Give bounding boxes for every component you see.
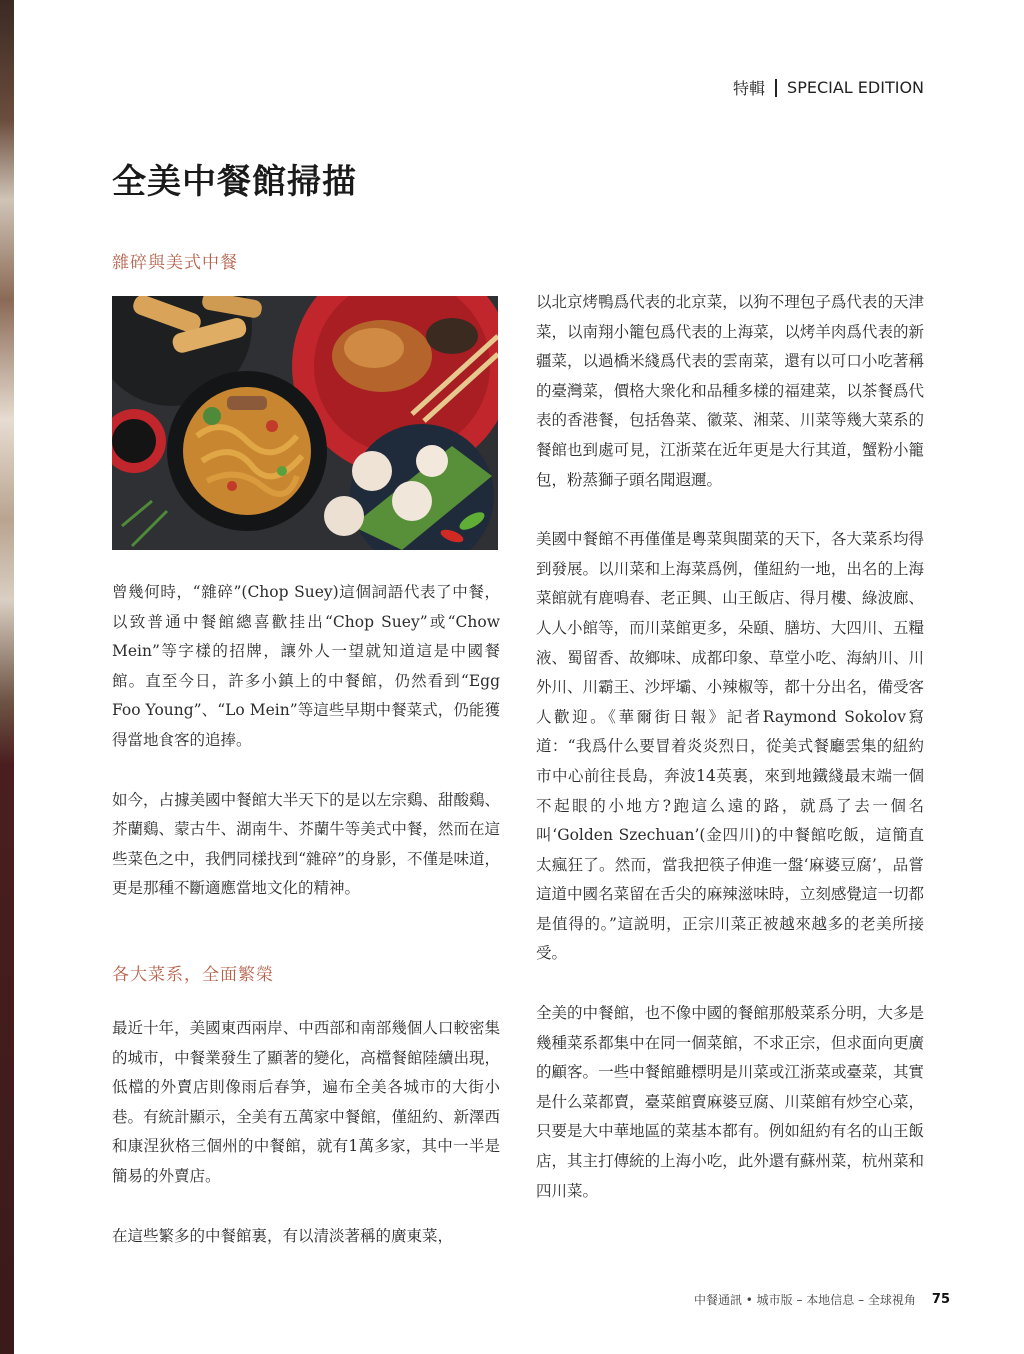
food-photo [112,296,498,550]
section-label-zh: 特輯 [733,79,766,98]
left-column-bottom [112,1014,500,1281]
header-divider [775,79,777,97]
section-heading-chop-suey: 雜碎與美式中餐 [112,253,238,273]
publication-name: 中餐通訊 • 城市版 – 本地信息 – 全球視角 [693,1293,916,1307]
page-number: 75 [931,1292,950,1307]
paragraph: 全美的中餐館，也不像中國的餐館那般菜系分明，大多是幾種菜系都集中在同一個菜館，不求正宗，但求面向更廣的顧客。一些中餐館雖標明是川菜或江浙菜或臺菜，其實是什么菜都賣，臺菜館賣麻婆豆腐、川菜館有炒空心菜，只要是大中華地區的菜基本都有。例如紐約有名的山王飯店，其主打傳統的上海小吃，此外還有蘇州菜，杭州菜和四川菜。 [536,1004,924,1200]
section-label-en: SPECIAL EDITION [787,78,924,97]
right-column [536,288,924,1236]
paragraph: 以北京烤鴨爲代表的北京菜，以狗不理包子爲代表的天津菜，以南翔小籠包爲代表的上海菜，以烤羊肉爲代表的新疆菜，以過橋米綫爲代表的雲南菜，還有以可口小吃著稱的臺灣菜，價格大衆化和品種多樣的福建菜，以茶餐爲代表的香港餐，包括魯菜、徽菜、湘菜、川菜等幾大菜系的餐館也到處可見，江浙菜在近年更是大行其道，蟹粉小籠包，粉蒸獅子頭名聞遐邇。 [536,293,924,489]
food-illustration [112,296,498,550]
paragraph: 如今，占據美國中餐館大半天下的是以左宗鷄、甜酸鷄、芥蘭鷄、蒙古牛、湖南牛、芥蘭牛等美式中餐，然而在這些菜色之中，我們同樣找到“雜碎”的身影，不僅是味道，更是那種不斷適應當地文化的精神。 [112,790,500,898]
paragraph: 曾幾何時，“雜碎”(Chop Suey)這個詞語代表了中餐，以致普通中餐館總喜歡挂出“Chop Suey”或“Chow Mein”等字樣的招牌，讓外人一望就知道這是中國餐館。直至今日，許多小鎮上的中餐館，仍然看到“Egg Foo Young”、“Lo Mein”等這些早期中餐菜式，仍能獲得當地食客的追捧。 [112,583,500,749]
facing-page-edge [0,0,14,1354]
left-column-top [112,578,500,934]
paragraph: 美國中餐館不再僅僅是粵菜與閩菜的天下，各大菜系均得到發展。以川菜和上海菜爲例，僅紐約一地，出名的上海菜館就有鹿鳴春、老正興、山王飯店、得月樓、綠波廊、人人小館等，而川菜館更多，朵頤、膳坊、大四川、五糧液、蜀留香、故鄉味、成都印象、草堂小吃、海納川、川外川、川霸王、沙坪壩、小辣椒等，都十分出名，備受客人歡迎。《華爾街日報》記者Raymond Sokolov寫道：“我爲什么要冒着炎炎烈日，從美式餐廳雲集的紐約市中心前往長島，奔波14英裏，來到地鐵綫最末端一個不起眼的小地方?跑這么遠的路，就爲了去一個名叫‘Golden Szechuan’(金四川)的中餐館吃飯，這簡直太瘋狂了。然而，當我把筷子伸進一盤‘麻婆豆腐’，品嘗這道中國名菜留在舌尖的麻辣滋味時，立刻感覺這一切都是值得的。”這説明，正宗川菜正被越來越多的老美所接受。 [536,530,924,963]
page-footer [694,1291,950,1308]
paragraph: 在這些繁多的中餐館裏，有以清淡著稱的廣東菜， [112,1226,454,1245]
section-heading-cuisines: 各大菜系，全面繁榮 [112,965,274,985]
article-title: 全美中餐館掃描 [112,162,357,202]
paragraph: 最近十年，美國東西兩岸、中西部和南部幾個人口較密集的城市，中餐業發生了顯著的變化，高檔餐館陸續出現，低檔的外賣店則像雨后春笋，遍布全美各城市的大街小巷。有統計顯示，全美有五萬家中餐館，僅紐約、新澤西和康涅狄格三個州的中餐館，就有1萬多家，其中一半是簡易的外賣店。 [112,1019,500,1185]
section-header [733,76,924,99]
